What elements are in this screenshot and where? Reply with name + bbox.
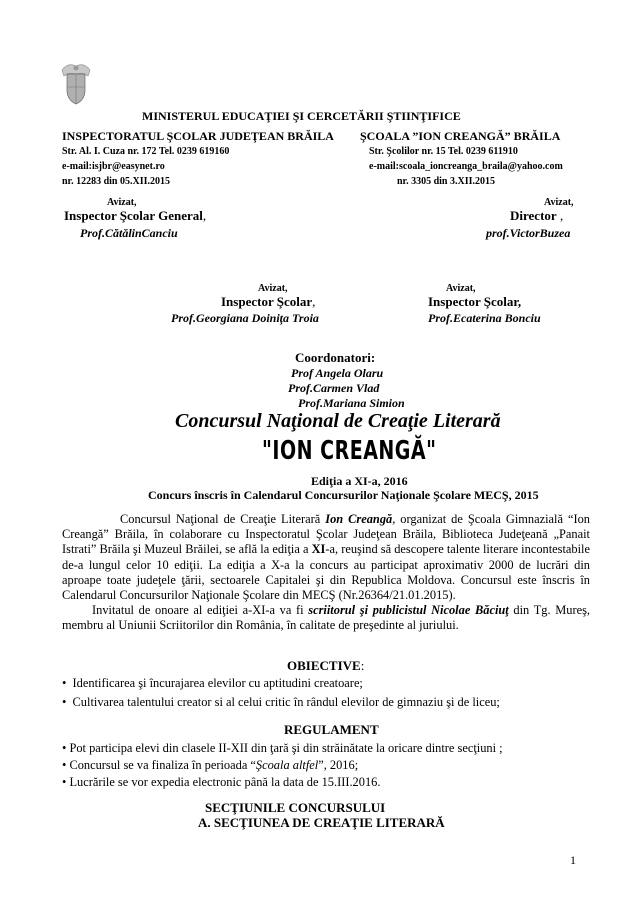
sections-subheading: A. SECŢIUNEA DE CREAŢIE LITERARĂ	[198, 815, 445, 830]
intro-paragraph-2: Invitatul de onoare al ediţiei a-XI-a va fi scriitorul şi publicistul Nicolae Băciuţ din Tg. Mureş, membru al Uniunii Scriitorilor din România, în calitate de preşedinte al juriului.	[62, 603, 590, 633]
rules-item: • Lucrările se vor expedia electronic până la data de 15.III.2016.	[62, 775, 381, 789]
inspectorate-name: INSPECTORATUL ŞCOLAR JUDEŢEAN BRĂILA	[62, 129, 334, 143]
objective-item: • Identificarea şi încurajarea elevilor cu aptitudini creatoare;	[62, 676, 363, 690]
objectives-heading: OBIECTIVE:	[287, 658, 365, 673]
ministry-heading: MINISTERUL EDUCAŢIEI ŞI CERCETĂRII ŞTIINŢIFICE	[142, 109, 461, 123]
approval-person: Prof.Georgiana Doiniţa Troia	[171, 311, 319, 325]
approval-label: Avizat,	[446, 283, 476, 294]
school-address: Str. Şcolilor nr. 15 Tel. 0239 611910	[369, 146, 518, 157]
approval-person: Prof.CătălinCanciu	[80, 226, 178, 240]
coat-of-arms-emblem	[58, 60, 94, 106]
inspectorate-number: nr. 12283 din 05.XII.2015	[62, 176, 170, 187]
intro-paragraph-1: Concursul Naţional de Creaţie Literară Ion Creangă, organizat de Şcoala Gimnazială “Ion Creangă” Brăila, în colaborare cu Inspectoratul Şcolar Judeţean Brăila, Biblioteca Judeţeană „Panait Istrati” Brăila şi Muzeul Brăilei, se află la ediţia a XI-a, reuşind să descopere talente literare incontestabile de-a lungul celor 10 ediţii. La ediţia a X-a la concurs au participat aproximativ 2000 de lucrări din aproape toate judeţele ţării, sectoarele Capitalei şi din Republica Moldova. Concursul este înscris în Calendarul Concursurilor Naţionale Şcolare din MECŞ (Nr.26364/21.01.2015).	[62, 512, 590, 603]
sections-heading: SECŢIUNILE CONCURSULUI	[205, 800, 386, 815]
wordart-title: "ION CREANGĂ"	[262, 436, 437, 466]
registered-line: Concurs înscris în Calendarul Concursurilor Naţionale Şcolare MECŞ, 2015	[148, 488, 539, 502]
school-email: e-mail:scoala_ioncreanga_braila@yahoo.com	[369, 161, 563, 172]
approval-person: Prof.Ecaterina Bonciu	[428, 311, 541, 325]
objective-item: • Cultivarea talentului creator si al celui critic în rândul elevilor de gimnaziu şi de liceu;	[62, 695, 500, 709]
approval-role: Director ,	[510, 208, 564, 223]
approval-label: Avizat,	[258, 283, 288, 294]
page-number: 1	[570, 853, 576, 867]
rules-item: • Concursul se va finaliza în perioada “Şcoala altfel”, 2016;	[62, 758, 359, 772]
approval-person: prof.VictorBuzea	[486, 226, 571, 240]
intro-text	[62, 512, 590, 634]
coordinators-label: Coordonatori:	[295, 350, 376, 365]
contest-title: Concursul Naţional de Creaţie Literară	[175, 410, 501, 432]
rules-item: • Pot participa elevi din clasele II-XII din ţară şi din străinătate la oricare dintre secţiuni ;	[62, 741, 503, 755]
approval-role: Inspector Şcolar,	[428, 294, 522, 309]
edition-line: Ediţia a XI-a, 2016	[311, 474, 408, 488]
approval-role: Inspector Şcolar General,	[64, 208, 207, 223]
school-name: ŞCOALA ”ION CREANGĂ” BRĂILA	[360, 129, 561, 143]
inspectorate-email: e-mail:isjbr@easynet.ro	[62, 161, 165, 172]
rules-heading: REGULAMENT	[284, 722, 379, 737]
coordinator-name: Prof.Mariana Simion	[298, 396, 405, 410]
approval-label: Avizat,	[544, 197, 574, 208]
approval-role: Inspector Şcolar,	[221, 294, 316, 309]
coordinator-name: Prof Angela Olaru	[291, 366, 384, 380]
coordinator-name: Prof.Carmen Vlad	[288, 381, 380, 395]
school-number: nr. 3305 din 3.XII.2015	[397, 176, 495, 187]
approval-label: Avizat,	[107, 197, 137, 208]
inspectorate-address: Str. Al. I. Cuza nr. 172 Tel. 0239 619160	[62, 146, 230, 157]
